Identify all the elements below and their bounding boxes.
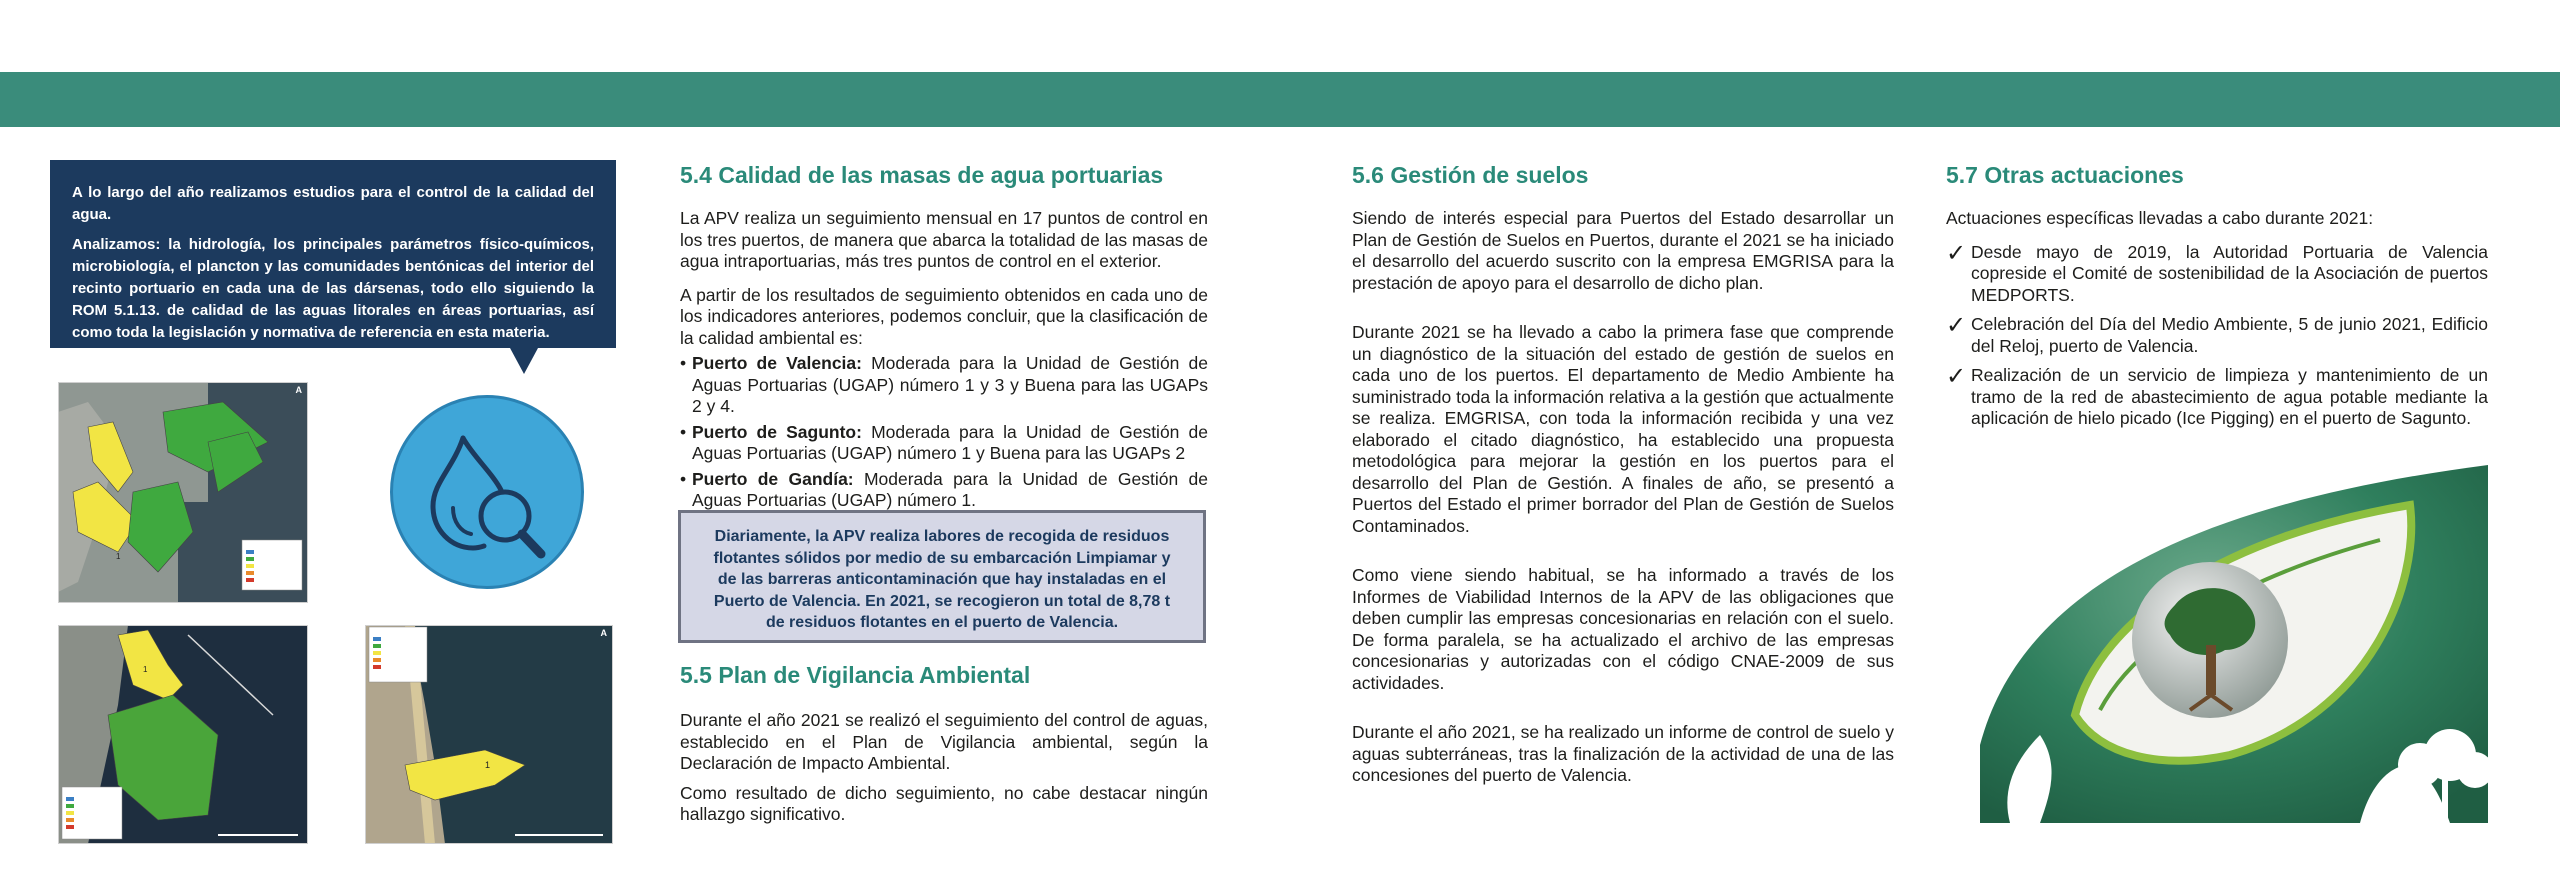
- list-item: [1946, 239, 2488, 307]
- section-5-6-paragraph: Durante el año 2021, se ha realizado un informe de control de suelo y aguas subterráneas, tras la finalización de la actividad de una de las concesiones del puerto de Valencia.: [1352, 722, 1894, 785]
- eco-leaf-illustration: [1980, 465, 2488, 823]
- check-icon: ✓: [1946, 363, 1967, 390]
- map-valencia-unit-label: 1: [116, 552, 121, 561]
- section-5-5-paragraph: Como resultado de dicho seguimiento, no cabe destacar ningún hallazgo significativo.: [680, 782, 1208, 824]
- list-item: [1946, 365, 2488, 430]
- quality-classification-list: [680, 353, 1208, 512]
- header-band: [0, 72, 2560, 127]
- check-icon: ✓: [1946, 239, 1967, 267]
- port-classification: Moderada para la Unidad de Gestión de Aguas Portuarias (UGAP) número 1 y 3 y Buena para las UGAPs 2 y 4.: [692, 353, 1208, 416]
- section-5-6-paragraph: Siendo de interés especial para Puertos del Estado desarrollar un Plan de Gestión de Suelos en Puertos, durante el 2021 se ha iniciado el desarrollo del acuerdo suscrito con la empresa EMGRISA para la prestación de apoyo para el desarrollo de dicho plan.: [1352, 208, 1894, 293]
- water-drop-magnifier-icon: [390, 395, 584, 589]
- water-quality-callout: [50, 160, 616, 348]
- map-sagunto-unit-label: 1: [143, 665, 148, 674]
- north-arrow-label: A: [295, 385, 302, 395]
- callout-lead: A lo largo del año realizamos estudios para el control de la calidad del agua.: [72, 184, 594, 223]
- map-sagunto: [58, 625, 308, 844]
- section-5-5-paragraph: Durante el año 2021 se realizó el seguimiento del control de aguas, establecido en el Plan de Vigilancia ambiental, según la Declaración de Impacto Ambiental.: [680, 710, 1208, 773]
- floating-waste-notice: [678, 510, 1206, 643]
- section-5-6-paragraph: Como viene siendo habitual, se ha informado a través de los Informes de Viabilidad Internos de la APV de las obligaciones que deben cumplir las empresas concesionarias en relación con el suelo. De forma paralela, se ha actualizado el archivo de las empresas concesionarias y autorizadas con el código CNAE-2009 de sus actividades.: [1352, 565, 1894, 693]
- port-name: Puerto de Valencia:: [692, 353, 862, 373]
- port-classification: Moderada para la Unidad de Gestión de Aguas Portuarias (UGAP) número 1 y Buena para las UGAPs 2: [692, 421, 1209, 463]
- port-classification: Moderada para la Unidad de Gestión de Aguas Portuarias (UGAP) número 1.: [692, 468, 1209, 510]
- callout-pointer: [510, 348, 538, 374]
- action-text: Realización de un servicio de limpieza y mantenimiento de un tramo de la red de abastecimiento de agua potable mediante la aplicación de hielo picado (Ice Pigging) en el puerto de Sagunto.: [1971, 365, 2488, 428]
- map-gandia: [365, 625, 613, 844]
- list-item: [680, 422, 1208, 465]
- list-item: [680, 469, 1208, 512]
- notice-text: Diariamente, la APV realiza labores de recogida de residuos flotantes sólidos por medio de su embarcación Limpiamar y de las barreras anticontaminación que hay instaladas en el Puerto de Valencia. En 2021, se recogieron un total de 8,78 t de residuos flotantes en el puerto de Valencia.: [713, 528, 1171, 631]
- map-valencia: [58, 382, 308, 603]
- map-gandia-unit-label: 1: [485, 760, 491, 770]
- action-text: Desde mayo de 2019, la Autoridad Portuaria de Valencia copreside el Comité de sostenibilidad de la Asociación de puertos MEDPORTS.: [1971, 241, 2488, 305]
- section-5-6: [1352, 160, 1894, 787]
- section-5-4-title: 5.4 Calidad de las masas de agua portuarias: [680, 162, 1164, 188]
- north-arrow-label: A: [600, 628, 607, 638]
- section-5-7-title: 5.7 Otras actuaciones: [1946, 162, 2184, 188]
- check-icon: ✓: [1946, 312, 1967, 339]
- list-item: [1946, 314, 2488, 357]
- actions-list: [1946, 239, 2488, 430]
- callout-body: Analizamos: la hidrología, los principales parámetros físico-químicos, microbiología, el plancton y las comunidades bentónicas del interior del recinto portuario en cada una de las dársenas, todo ello siguiendo la ROM 5.1.13. de calidad de las aguas litorales en áreas portuarias, así como toda la legislación y normativa de referencia en esta materia.: [72, 236, 594, 341]
- section-5-4-paragraph: La APV realiza un seguimiento mensual en 17 puntos de control en los tres puertos, de manera que abarca la totalidad de las masas de agua intraportuarias, más tres puntos de control en el exterior.: [680, 208, 1208, 271]
- list-item: [680, 353, 1208, 418]
- section-5-6-paragraph: Durante 2021 se ha llevado a cabo la primera fase que comprende un diagnóstico de la situación del estado de gestión de suelos en cada uno de los puertos. El departamento de Medio Ambiente ha suministrado toda la información relativa a la gestión que actualmente se realiza. EMGRISA, con toda la información recibida y una vez elaborado el citado diagnóstico, ha establecido una propuesta metodológica para mejorar la gestión en los puertos para el desarrollo del Plan de Gestión. A finales de año, se presentó a Puertos del Estado el primer borrador del Plan de Gestión de Suelos Contaminados.: [1352, 322, 1894, 536]
- section-5-4-paragraph: A partir de los resultados de seguimiento obtenidos en cada uno de los indicadores anteriores, podemos concluir, que la clasificación de la calidad ambiental es:: [680, 284, 1208, 348]
- section-5-7-intro: Actuaciones específicas llevadas a cabo durante 2021:: [1946, 208, 2374, 228]
- section-5-5: [680, 660, 1208, 826]
- port-name: Puerto de Gandía:: [692, 468, 854, 489]
- section-5-6-title: 5.6 Gestión de suelos: [1352, 162, 1589, 188]
- section-5-4: [680, 160, 1208, 516]
- section-5-5-title: 5.5 Plan de Vigilancia Ambiental: [680, 662, 1031, 688]
- action-text: Celebración del Día del Medio Ambiente, 5 de junio 2021, Edificio del Reloj, puerto de Valencia.: [1971, 314, 2488, 356]
- section-5-7: [1946, 160, 2488, 438]
- port-name: Puerto de Sagunto:: [692, 421, 862, 442]
